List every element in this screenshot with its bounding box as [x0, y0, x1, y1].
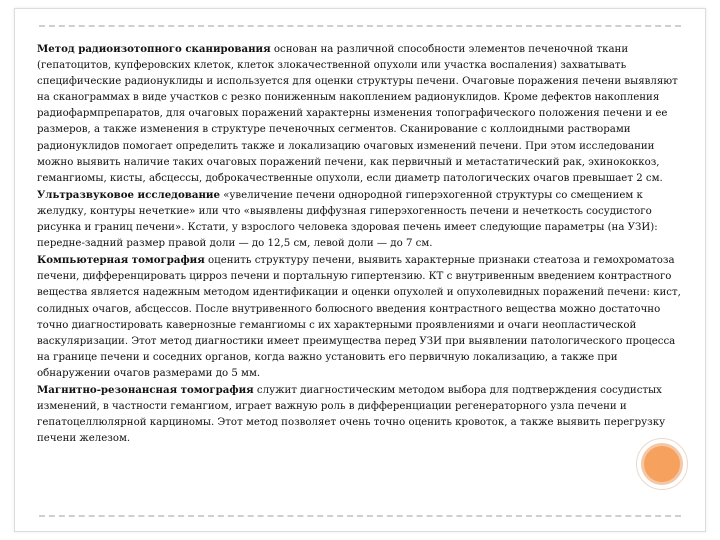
- paragraph-ultrasound: [37, 187, 689, 252]
- term-computed-tomography: Компьютерная томография: [37, 254, 205, 267]
- bottom-dashed-divider: [39, 515, 681, 517]
- paragraph-radioisotope-scanning: [37, 41, 689, 187]
- top-dashed-divider: [39, 25, 681, 27]
- paragraph-mri: [37, 382, 689, 447]
- slide-text-body: [37, 41, 689, 447]
- term-radioisotope-scanning: Метод радиоизотопного сканирования: [37, 43, 271, 55]
- paragraph-computed-tomography: [37, 252, 689, 382]
- text-radioisotope-scanning: основан на различной способности элементов печеночной ткани (гепатоцитов, купферовских клеток, клеток злокачественной опухоли или участка воспаления) захватывать специфические радионуклиды и используется для оценки структуры печени. Очаговые поражения печени выявляют на сканограммах в виде участков с резко пониженным накоплением радионуклидов. Кроме дефектов накопления радиофармпрепаратов, для очаговых поражений характерны изменения топографического положения печени и ее размеров, а также изменения в структуре печеночных сегментов. Сканирование с коллоидными растворами радионуклидов помогает определить также и локализацию очаговых изменений печени. При этом исследовании можно выявить наличие таких очаговых поражений печени, как первичный и метастатический рак, эхинококкоз, гемангиомы, кисты, абсцессы, доброкачественные опухоли, если диаметр патологических очагов превышает 2 см.: [37, 44, 678, 184]
- term-mri: Магнитно-резонансная томография: [37, 383, 254, 396]
- decorative-orange-circle: [641, 443, 683, 485]
- text-ultrasound: «увеличение печени однородной гиперэхогенной структуры со смещением к желудку, контуры нечеткие» или что «выявлены диффузная гиперэхогенность печени и нечеткость сосудистого рисунка и границ печени». Кстати, у взрослого человека здоровая печень имеет следующие параметры (на УЗИ): передне-задний размер правой доли — до 12,5 см, левой доли — до 7 см.: [37, 189, 658, 250]
- text-computed-tomography: оценить структуру печени, выявить характерные признаки стеатоза и гемохроматоза печени, дифференцировать цирроз печени и портальную гипертензию. КТ с внутривенным введением контрастного вещества является надежным методом идентификации и оценки опухолей и опухолевидных поражений печени: кист, солидных очагов, абсцессов. После внутривенного болюсного введения контрастного вещества можно достаточно точно диагностировать кавернозные гемангиомы с их характерными проявлениями и очаги неопластической васкуляризации. Этот метод диагностики имеет преимущества перед УЗИ при выявлении патологического процесса на границе печени и соседних органов, когда важно установить его первичную локализацию, а также при обнаружении очагов размерами до 5 мм.: [37, 255, 681, 379]
- text-mri: служит диагностическим методом выбора для подтверждения сосудистых изменений, в частности гемангиом, играет важную роль в дифференциации регенераторного узла печени и гепатоцеллюлярной карциномы. Этот метод позволяет очень точно оценить кровоток, а также выявить перегрузку печени железом.: [37, 384, 666, 445]
- term-ultrasound: Ультразвуковое исследование: [37, 188, 220, 201]
